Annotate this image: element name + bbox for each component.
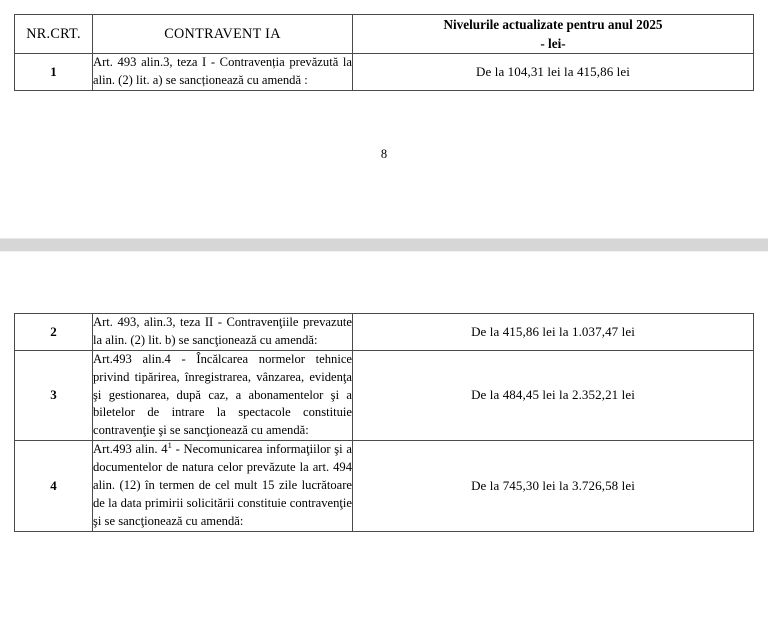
row-description-cell: Art. 493, alin.3, teza II - Contravenţiile prevazute la alin. (2) lit. b) se sancţionează cu amendă:	[93, 314, 353, 351]
contraventions-table-page-bottom	[14, 313, 754, 532]
document-page-bottom	[0, 252, 768, 639]
contraventions-table-page-top	[14, 14, 754, 91]
description-suffix: - Necomunicarea informaţiilor şi a documentelor de natura celor prevăzute la art. 494 alin. (12) în termen de cel mult 15 zile lucrătoare de la data primirii solicitării constituie contravenţie şi se sancţionează cu amendă:	[93, 442, 352, 528]
column-header-niveluri-line1: Nivelurile actualizate pentru anul 2025	[443, 17, 663, 32]
row-number-cell: 3	[15, 350, 93, 440]
row-number-cell: 4	[15, 441, 93, 531]
amount-text: De la 484,45 lei la 2.352,21 lei	[471, 387, 635, 403]
row-value-cell	[353, 441, 754, 531]
row-description-cell: Art.493 alin.4 - Încălcarea normelor tehnice privind tipărirea, înregistrarea, vânzarea, evidenţa şi gestionarea, după caz, a abonamentelor şi a biletelor de intrare la spectacole constituie contravenţie şi se sancţionează cu amendă:	[93, 350, 353, 440]
description-superscript: 1	[167, 439, 172, 450]
description-prefix: Art.493 alin. 4	[93, 442, 168, 457]
row-value-cell	[353, 314, 754, 351]
table-row	[15, 314, 754, 351]
table-row	[15, 441, 754, 531]
row-description-cell: Art. 493 alin.3, teza I - Contravenția prevăzută la alin. (2) lit. a) se sancționează cu amendă :	[93, 54, 353, 91]
page-number: 8	[380, 147, 388, 161]
amount-text: De la 415,86 lei la 1.037,47 lei	[471, 323, 635, 339]
table-row	[15, 54, 754, 91]
row-description-cell	[93, 441, 353, 531]
row-number-cell: 2	[15, 314, 93, 351]
amount-text: De la 745,30 lei la 3.726,58 lei	[471, 477, 635, 493]
column-header-niveluri-line2: - lei-	[540, 36, 566, 52]
column-header-niveluri	[353, 15, 754, 54]
document-page-top	[0, 0, 768, 238]
table-header-row	[15, 15, 754, 54]
row-number-cell: 1	[15, 54, 93, 91]
row-value-cell	[353, 54, 754, 91]
table-row	[15, 350, 754, 440]
row-value-cell	[353, 350, 754, 440]
column-header-contraventia: CONTRAVENT IA	[93, 15, 353, 54]
column-header-nr-crt: NR.CRT.	[15, 15, 93, 54]
page-separator	[0, 238, 768, 252]
amount-text: De la 104,31 lei la 415,86 lei	[476, 64, 630, 80]
